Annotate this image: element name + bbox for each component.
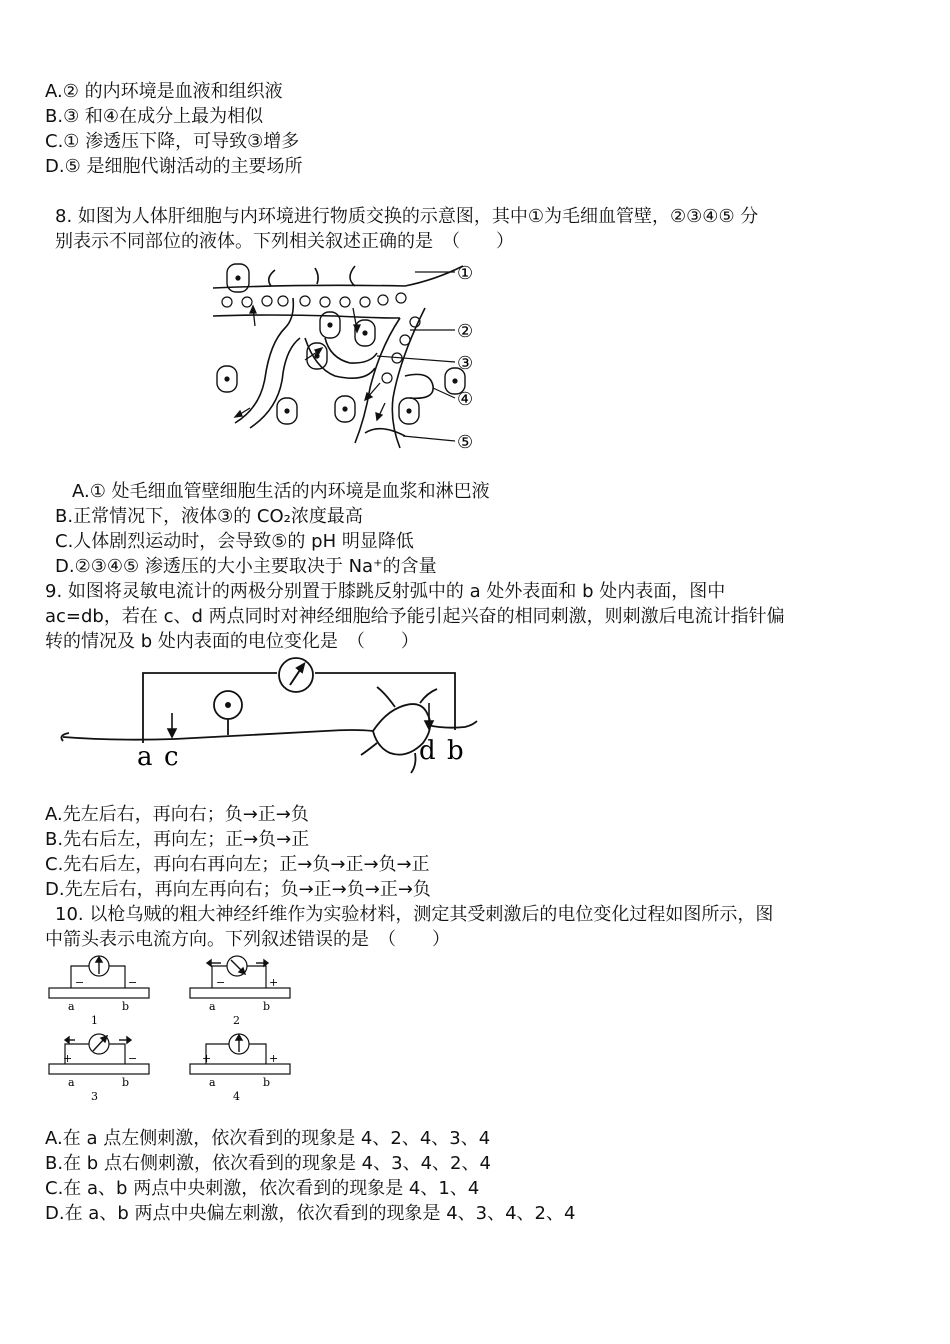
q10-p4-b: b: [263, 1076, 271, 1089]
q9-label-c: c: [164, 742, 179, 772]
q10-option-b: B.在 b 点右侧刺激，依次看到的现象是 4、3、4、2、4: [45, 1153, 491, 1174]
q8-liver-cell-figure: [205, 258, 485, 458]
q10-option-d: D.在 a、b 两点中央偏左刺激，依次看到的现象是 4、3、4、2、4: [45, 1203, 576, 1224]
q9-option-c: C.先右后左，再向右再向左；正→负→正→负→正: [45, 854, 430, 875]
q8-label-3: ③: [457, 353, 474, 374]
q9-reflex-arc-figure: [55, 655, 485, 780]
q8-stem-line2: 别表示不同部位的液体。下列相关叙述正确的是 （ ）: [55, 231, 514, 252]
q9-option-b: B.先右后左，再向左；正→负→正: [45, 829, 310, 850]
q10-p2-left-sign: −: [216, 976, 226, 989]
q10-p1-b: b: [122, 1000, 130, 1013]
q7-option-d: D.⑤ 是细胞代谢活动的主要场所: [45, 156, 303, 177]
q8-option-b: B.正常情况下，液体③的 CO₂浓度最高: [55, 506, 363, 527]
q10-p4-right-sign: +: [269, 1052, 279, 1065]
q10-p4-num: 4: [233, 1090, 240, 1103]
q8-stem-line1: 8. 如图为人体肝细胞与内环境进行物质交换的示意图，其中①为毛细血管壁，②③④⑤ 分: [55, 206, 759, 227]
q10-p3-num: 3: [91, 1090, 98, 1103]
q10-p3-b: b: [122, 1076, 130, 1089]
q7-option-b: B.③ 和④在成分上最为相似: [45, 106, 264, 127]
q10-p3-left-sign: +: [63, 1052, 73, 1065]
q10-option-a: A.在 a 点左侧刺激，依次看到的现象是 4、2、4、3、4: [45, 1128, 491, 1149]
q10-p3-a: a: [68, 1076, 75, 1089]
q10-p4-left-sign: +: [202, 1052, 212, 1065]
q10-p2-a: a: [209, 1000, 216, 1013]
q9-option-d: D.先左后右，再向左再向右；负→正→负→正→负: [45, 879, 431, 900]
q9-stem-line3: 转的情况及 b 处内表面的电位变化是 （ ）: [45, 631, 419, 652]
q9-label-b: b: [447, 736, 464, 766]
q8-label-2: ②: [457, 321, 474, 342]
q9-stem-line1: 9. 如图将灵敏电流计的两极分别置于膝跳反射弧中的 a 处外表面和 b 处内表面，图中: [45, 581, 726, 602]
q8-option-a: A.① 处毛细血管壁细胞生活的内环境是血浆和淋巴液: [72, 481, 490, 502]
q7-option-a: A.② 的内环境是血液和组织液: [45, 81, 283, 102]
q10-p1-a: a: [68, 1000, 75, 1013]
q10-p2-num: 2: [233, 1014, 240, 1027]
q10-p1-left-sign: −: [75, 976, 85, 989]
q10-membrane-potential-figure: [45, 950, 305, 1105]
q9-label-a: a: [137, 742, 153, 772]
q9-option-a: A.先左后右，再向右；负→正→负: [45, 804, 309, 825]
q10-p2-b: b: [263, 1000, 271, 1013]
q8-label-5: ⑤: [457, 432, 474, 453]
q9-stem-line2: ac=db，若在 c、d 两点同时对神经细胞给予能引起兴奋的相同刺激，则刺激后电流计指针偏: [45, 606, 785, 627]
q10-stem-line1: 10. 以枪乌贼的粗大神经纤维作为实验材料，测定其受刺激后的电位变化过程如图所示，图: [55, 904, 774, 925]
q10-p2-right-sign: +: [269, 976, 279, 989]
q8-label-1: ①: [457, 263, 474, 284]
q10-stem-line2: 中箭头表示电流方向。下列叙述错误的是 （ ）: [45, 929, 450, 950]
q10-p3-right-sign: −: [128, 1052, 138, 1065]
q10-p1-num: 1: [91, 1014, 98, 1027]
q7-option-c: C.① 渗透压下降，可导致③增多: [45, 131, 300, 152]
q8-label-4: ④: [457, 389, 474, 410]
q10-p1-right-sign: −: [128, 976, 138, 989]
q10-option-c: C.在 a、b 两点中央刺激，依次看到的现象是 4、1、4: [45, 1178, 480, 1199]
q8-option-c: C.人体剧烈运动时，会导致⑤的 pH 明显降低: [55, 531, 414, 552]
q10-p4-a: a: [209, 1076, 216, 1089]
q9-label-d: d: [419, 736, 436, 766]
q8-option-d: D.②③④⑤ 渗透压的大小主要取决于 Na⁺的含量: [55, 556, 437, 577]
